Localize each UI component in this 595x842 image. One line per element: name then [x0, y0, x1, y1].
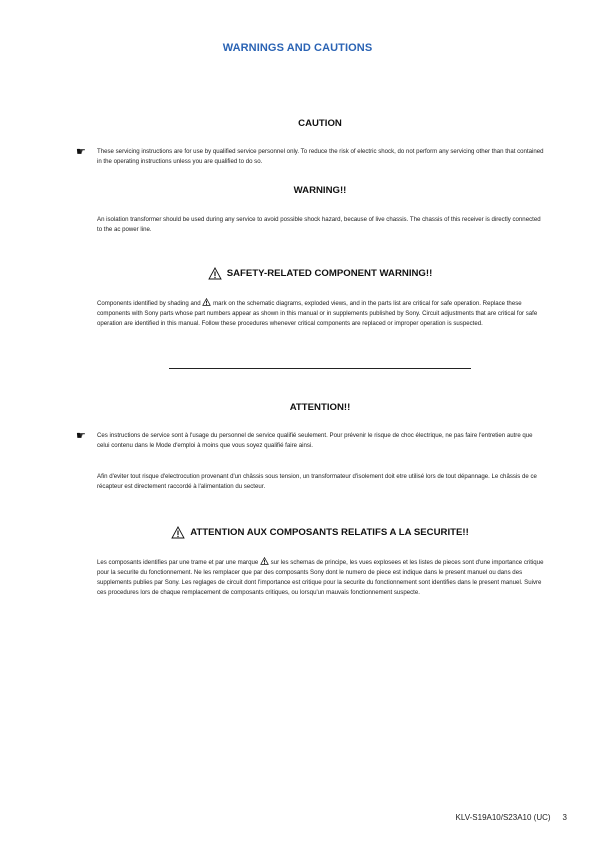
pointing-hand-icon: ☛: [76, 146, 86, 158]
safety-heading-label: SAFETY-RELATED COMPONENT WARNING!!: [226, 268, 433, 279]
page-title: WARNINGS AND CAUTIONS: [222, 42, 373, 54]
pointing-hand-icon: ☛: [76, 430, 86, 442]
caution-heading: CAUTION: [298, 118, 342, 129]
footer-model: KLV-S19A10/S23A10 (UC): [455, 813, 551, 822]
warning-triangle-icon: [202, 298, 211, 306]
caution-text: These servicing instructions are for use by qualified service personnel only. To reduce the risk of electric shock, do not perform any servicing other than that contained in the operating instructions unless you are qualified to do so.: [97, 148, 544, 165]
warning-text: An isolation transformer should be used during any service to avoid possible shock hazard, because of live chassis. The chassis of this receiver is directly connected to the ac power line.: [97, 216, 541, 233]
attention-components-text: Les composants identifies par une trame et par une marque sur les schemas de principe, les vues explosees et les listes de pieces sont d'une importance critique pour la securite du fonctionnement. Ne les remplacer que par des composants Sony dont le numero de piece est indique dans le present manuel ou dans des supplements publies par Sony. Les reglages de circuit dont l'importance est critique pour la securite du fonctionnement sont identifies dans le present manuel. Suivre ces procedures lors de chaque remplacement de composants critiques, ou lorsqu'un mauvais fonctionnement suspecte.: [97, 559, 544, 596]
attention-components-heading-label: ATTENTION AUX COMPOSANTS RELATIFS A LA SECURITE!!: [190, 527, 469, 538]
warning-triangle-icon: [208, 267, 222, 280]
safety-text: Components identified by shading and mark on the schematic diagrams, exploded views, and in the parts list are critical for safe operation. Replace these components with Sony parts whose part numbers appear as shown in this manual or in supplements published by Sony. Circuit adjustments that are critical for safe operation are identified in this manual. Follow these procedures whenever critical components are replaced or improper operation is suspected.: [97, 300, 538, 327]
attention-text-2: Afin d'eviter tout risque d'electrocution provenant d'un châssis sous tension, un transformateur d'isolement doit etre utilisé lors de tout dépannage. Le châssis de ce récapteur est directement raccordé à l'alimentation du secteur.: [97, 473, 537, 490]
section-divider: [169, 368, 471, 369]
warning-triangle-icon: [260, 557, 269, 565]
attention-components-heading: [0, 526, 595, 539]
attention-heading: ATTENTION!!: [289, 402, 351, 413]
attention-text-1: Ces instructions de service sont à l'usage du personnel de service qualifié seulement. Pour prévenir le risque de choc électrique, ne pas faire l'entretien autre que celui contenu dans le Mode d'emploi à moins que vous soyez qualifié faire ainsi.: [97, 432, 533, 449]
warning-triangle-icon: [171, 526, 185, 539]
page-footer: [456, 813, 567, 822]
safety-heading: [0, 267, 595, 280]
page-number: 3: [562, 813, 567, 822]
warning-heading: WARNING!!: [293, 185, 347, 196]
